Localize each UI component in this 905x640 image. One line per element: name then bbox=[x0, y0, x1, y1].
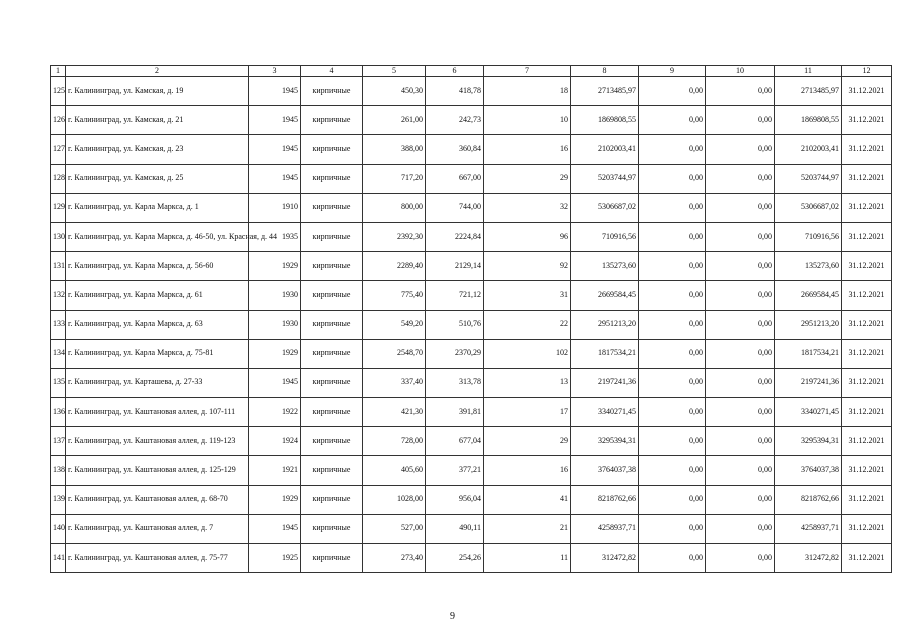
cell-total-area: 2289,40 bbox=[363, 252, 426, 281]
cell-wall-material: кирпичные bbox=[301, 164, 363, 193]
cell-value-10: 0,00 bbox=[706, 164, 775, 193]
cell-address: г. Калининград, ул. Камская, д. 25 bbox=[66, 164, 249, 193]
cell-living-area: 360,84 bbox=[426, 135, 484, 164]
cell-total-area: 549,20 bbox=[363, 310, 426, 339]
cell-wall-material: кирпичные bbox=[301, 485, 363, 514]
cell-year-built: 1930 bbox=[249, 310, 301, 339]
cell-row-number: 134 bbox=[51, 339, 66, 368]
cell-living-area: 744,00 bbox=[426, 193, 484, 222]
cell-value-8: 5306687,02 bbox=[571, 193, 639, 222]
cell-value-10: 0,00 bbox=[706, 222, 775, 251]
cell-residents: 18 bbox=[484, 77, 571, 106]
cell-total-area: 800,00 bbox=[363, 193, 426, 222]
cell-total-area: 450,30 bbox=[363, 77, 426, 106]
cell-value-11: 5203744,97 bbox=[775, 164, 842, 193]
cell-wall-material: кирпичные bbox=[301, 106, 363, 135]
cell-address: г. Калининград, ул. Каштановая аллея, д. 107-111 bbox=[66, 398, 249, 427]
cell-date: 31.12.2021 bbox=[842, 456, 892, 485]
table-row bbox=[51, 106, 892, 135]
cell-value-9: 0,00 bbox=[639, 485, 706, 514]
table-row bbox=[51, 281, 892, 310]
cell-date: 31.12.2021 bbox=[842, 339, 892, 368]
cell-row-number: 131 bbox=[51, 252, 66, 281]
table-row bbox=[51, 456, 892, 485]
cell-value-10: 0,00 bbox=[706, 456, 775, 485]
cell-year-built: 1930 bbox=[249, 281, 301, 310]
cell-value-8: 135273,60 bbox=[571, 252, 639, 281]
cell-year-built: 1929 bbox=[249, 339, 301, 368]
cell-residents: 96 bbox=[484, 222, 571, 251]
cell-total-area: 261,00 bbox=[363, 106, 426, 135]
cell-address: г. Калининград, ул. Каштановая аллея, д. 75-77 bbox=[66, 544, 249, 573]
cell-value-9: 0,00 bbox=[639, 252, 706, 281]
cell-address: г. Калининград, ул. Карла Маркса, д. 56-60 bbox=[66, 252, 249, 281]
cell-address: г. Калининград, ул. Каштановая аллея, д. 125-129 bbox=[66, 456, 249, 485]
cell-row-number: 140 bbox=[51, 514, 66, 543]
column-header-8: 8 bbox=[571, 66, 639, 77]
cell-value-11: 2713485,97 bbox=[775, 77, 842, 106]
cell-value-10: 0,00 bbox=[706, 77, 775, 106]
cell-total-area: 421,30 bbox=[363, 398, 426, 427]
cell-value-10: 0,00 bbox=[706, 398, 775, 427]
cell-residents: 29 bbox=[484, 427, 571, 456]
table-row bbox=[51, 164, 892, 193]
cell-value-9: 0,00 bbox=[639, 368, 706, 397]
cell-year-built: 1945 bbox=[249, 164, 301, 193]
cell-address: г. Калининград, ул. Каштановая аллея, д. 7 bbox=[66, 514, 249, 543]
cell-value-11: 8218762,66 bbox=[775, 485, 842, 514]
cell-address: г. Калининград, ул. Каштановая аллея, д. 68-70 bbox=[66, 485, 249, 514]
cell-value-10: 0,00 bbox=[706, 339, 775, 368]
cell-value-9: 0,00 bbox=[639, 106, 706, 135]
cell-total-area: 2548,70 bbox=[363, 339, 426, 368]
table-body bbox=[51, 77, 892, 573]
cell-row-number: 135 bbox=[51, 368, 66, 397]
cell-address: г. Калининград, ул. Карла Маркса, д. 61 bbox=[66, 281, 249, 310]
cell-year-built: 1925 bbox=[249, 544, 301, 573]
cell-address: г. Калининград, ул. Карла Маркса, д. 46-50, ул. Красная, д. 44 bbox=[66, 222, 249, 251]
cell-date: 31.12.2021 bbox=[842, 164, 892, 193]
cell-wall-material: кирпичные bbox=[301, 339, 363, 368]
table-row bbox=[51, 368, 892, 397]
cell-living-area: 677,04 bbox=[426, 427, 484, 456]
cell-living-area: 490,11 bbox=[426, 514, 484, 543]
cell-residents: 32 bbox=[484, 193, 571, 222]
cell-date: 31.12.2021 bbox=[842, 222, 892, 251]
cell-value-10: 0,00 bbox=[706, 252, 775, 281]
cell-value-8: 1869808,55 bbox=[571, 106, 639, 135]
cell-year-built: 1945 bbox=[249, 106, 301, 135]
cell-row-number: 127 bbox=[51, 135, 66, 164]
cell-value-10: 0,00 bbox=[706, 310, 775, 339]
cell-value-11: 3295394,31 bbox=[775, 427, 842, 456]
cell-row-number: 139 bbox=[51, 485, 66, 514]
cell-value-8: 2713485,97 bbox=[571, 77, 639, 106]
cell-value-9: 0,00 bbox=[639, 77, 706, 106]
cell-value-9: 0,00 bbox=[639, 427, 706, 456]
cell-address: г. Калининград, ул. Карла Маркса, д. 75-81 bbox=[66, 339, 249, 368]
cell-value-8: 8218762,66 bbox=[571, 485, 639, 514]
cell-value-10: 0,00 bbox=[706, 485, 775, 514]
cell-living-area: 418,78 bbox=[426, 77, 484, 106]
cell-total-area: 405,60 bbox=[363, 456, 426, 485]
cell-total-area: 1028,00 bbox=[363, 485, 426, 514]
cell-wall-material: кирпичные bbox=[301, 514, 363, 543]
table-row bbox=[51, 427, 892, 456]
cell-value-9: 0,00 bbox=[639, 398, 706, 427]
cell-year-built: 1945 bbox=[249, 135, 301, 164]
table-row bbox=[51, 77, 892, 106]
table-row bbox=[51, 222, 892, 251]
cell-address: г. Калининград, ул. Карла Маркса, д. 63 bbox=[66, 310, 249, 339]
cell-value-11: 2669584,45 bbox=[775, 281, 842, 310]
cell-row-number: 138 bbox=[51, 456, 66, 485]
column-header-2: 2 bbox=[66, 66, 249, 77]
cell-value-11: 2951213,20 bbox=[775, 310, 842, 339]
cell-address: г. Калининград, ул. Карташева, д. 27-33 bbox=[66, 368, 249, 397]
cell-date: 31.12.2021 bbox=[842, 485, 892, 514]
cell-year-built: 1945 bbox=[249, 514, 301, 543]
cell-value-10: 0,00 bbox=[706, 544, 775, 573]
cell-value-10: 0,00 bbox=[706, 427, 775, 456]
cell-value-11: 4258937,71 bbox=[775, 514, 842, 543]
cell-living-area: 391,81 bbox=[426, 398, 484, 427]
cell-value-8: 3340271,45 bbox=[571, 398, 639, 427]
cell-residents: 92 bbox=[484, 252, 571, 281]
cell-value-8: 1817534,21 bbox=[571, 339, 639, 368]
cell-address: г. Калининград, ул. Каштановая аллея, д. 119-123 bbox=[66, 427, 249, 456]
cell-value-9: 0,00 bbox=[639, 222, 706, 251]
cell-row-number: 133 bbox=[51, 310, 66, 339]
cell-total-area: 337,40 bbox=[363, 368, 426, 397]
cell-date: 31.12.2021 bbox=[842, 193, 892, 222]
cell-value-9: 0,00 bbox=[639, 310, 706, 339]
cell-value-8: 2102003,41 bbox=[571, 135, 639, 164]
cell-total-area: 273,40 bbox=[363, 544, 426, 573]
cell-residents: 31 bbox=[484, 281, 571, 310]
cell-value-8: 312472,82 bbox=[571, 544, 639, 573]
cell-date: 31.12.2021 bbox=[842, 106, 892, 135]
table-row bbox=[51, 339, 892, 368]
cell-date: 31.12.2021 bbox=[842, 252, 892, 281]
cell-value-9: 0,00 bbox=[639, 193, 706, 222]
cell-wall-material: кирпичные bbox=[301, 135, 363, 164]
cell-living-area: 956,04 bbox=[426, 485, 484, 514]
cell-residents: 13 bbox=[484, 368, 571, 397]
cell-residents: 21 bbox=[484, 514, 571, 543]
column-number-header-row bbox=[51, 66, 892, 77]
cell-total-area: 2392,30 bbox=[363, 222, 426, 251]
cell-residents: 41 bbox=[484, 485, 571, 514]
column-header-3: 3 bbox=[249, 66, 301, 77]
cell-value-9: 0,00 bbox=[639, 544, 706, 573]
cell-wall-material: кирпичные bbox=[301, 398, 363, 427]
table-row bbox=[51, 485, 892, 514]
cell-value-10: 0,00 bbox=[706, 514, 775, 543]
cell-residents: 29 bbox=[484, 164, 571, 193]
housing-register-table bbox=[50, 65, 892, 573]
cell-year-built: 1929 bbox=[249, 252, 301, 281]
cell-row-number: 126 bbox=[51, 106, 66, 135]
cell-date: 31.12.2021 bbox=[842, 427, 892, 456]
cell-date: 31.12.2021 bbox=[842, 368, 892, 397]
table-row bbox=[51, 514, 892, 543]
cell-value-8: 3764037,38 bbox=[571, 456, 639, 485]
cell-total-area: 775,40 bbox=[363, 281, 426, 310]
column-header-10: 10 bbox=[706, 66, 775, 77]
table-row bbox=[51, 398, 892, 427]
cell-residents: 17 bbox=[484, 398, 571, 427]
cell-living-area: 2129,14 bbox=[426, 252, 484, 281]
table-row bbox=[51, 252, 892, 281]
cell-value-10: 0,00 bbox=[706, 193, 775, 222]
column-header-6: 6 bbox=[426, 66, 484, 77]
cell-row-number: 132 bbox=[51, 281, 66, 310]
cell-year-built: 1922 bbox=[249, 398, 301, 427]
table-row bbox=[51, 193, 892, 222]
cell-wall-material: кирпичные bbox=[301, 281, 363, 310]
cell-row-number: 141 bbox=[51, 544, 66, 573]
table-row bbox=[51, 544, 892, 573]
cell-residents: 22 bbox=[484, 310, 571, 339]
cell-date: 31.12.2021 bbox=[842, 281, 892, 310]
cell-living-area: 2370,29 bbox=[426, 339, 484, 368]
cell-date: 31.12.2021 bbox=[842, 514, 892, 543]
cell-date: 31.12.2021 bbox=[842, 77, 892, 106]
cell-value-11: 1817534,21 bbox=[775, 339, 842, 368]
cell-residents: 16 bbox=[484, 135, 571, 164]
cell-address: г. Калининград, ул. Камская, д. 23 bbox=[66, 135, 249, 164]
cell-value-11: 1869808,55 bbox=[775, 106, 842, 135]
cell-value-10: 0,00 bbox=[706, 368, 775, 397]
cell-date: 31.12.2021 bbox=[842, 398, 892, 427]
cell-value-10: 0,00 bbox=[706, 135, 775, 164]
cell-living-area: 721,12 bbox=[426, 281, 484, 310]
column-header-11: 11 bbox=[775, 66, 842, 77]
cell-value-8: 2197241,36 bbox=[571, 368, 639, 397]
cell-date: 31.12.2021 bbox=[842, 310, 892, 339]
cell-value-9: 0,00 bbox=[639, 339, 706, 368]
cell-row-number: 129 bbox=[51, 193, 66, 222]
cell-address: г. Калининград, ул. Камская, д. 21 bbox=[66, 106, 249, 135]
cell-value-11: 710916,56 bbox=[775, 222, 842, 251]
cell-wall-material: кирпичные bbox=[301, 427, 363, 456]
cell-row-number: 137 bbox=[51, 427, 66, 456]
cell-value-10: 0,00 bbox=[706, 281, 775, 310]
cell-wall-material: кирпичные bbox=[301, 222, 363, 251]
cell-residents: 11 bbox=[484, 544, 571, 573]
cell-row-number: 128 bbox=[51, 164, 66, 193]
cell-living-area: 242,73 bbox=[426, 106, 484, 135]
cell-date: 31.12.2021 bbox=[842, 544, 892, 573]
cell-total-area: 717,20 bbox=[363, 164, 426, 193]
cell-residents: 102 bbox=[484, 339, 571, 368]
cell-wall-material: кирпичные bbox=[301, 456, 363, 485]
cell-value-11: 3764037,38 bbox=[775, 456, 842, 485]
cell-value-11: 312472,82 bbox=[775, 544, 842, 573]
cell-wall-material: кирпичные bbox=[301, 544, 363, 573]
cell-living-area: 313,78 bbox=[426, 368, 484, 397]
cell-total-area: 527,00 bbox=[363, 514, 426, 543]
cell-value-8: 2951213,20 bbox=[571, 310, 639, 339]
cell-living-area: 667,00 bbox=[426, 164, 484, 193]
cell-year-built: 1910 bbox=[249, 193, 301, 222]
cell-living-area: 254,26 bbox=[426, 544, 484, 573]
cell-value-8: 3295394,31 bbox=[571, 427, 639, 456]
cell-wall-material: кирпичные bbox=[301, 310, 363, 339]
table-row bbox=[51, 310, 892, 339]
cell-year-built: 1945 bbox=[249, 368, 301, 397]
cell-date: 31.12.2021 bbox=[842, 135, 892, 164]
cell-row-number: 130 bbox=[51, 222, 66, 251]
cell-row-number: 125 bbox=[51, 77, 66, 106]
cell-year-built: 1945 bbox=[249, 77, 301, 106]
cell-value-11: 5306687,02 bbox=[775, 193, 842, 222]
cell-value-9: 0,00 bbox=[639, 514, 706, 543]
cell-value-10: 0,00 bbox=[706, 106, 775, 135]
cell-value-11: 135273,60 bbox=[775, 252, 842, 281]
column-header-5: 5 bbox=[363, 66, 426, 77]
page-number: 9 bbox=[450, 611, 455, 622]
column-header-12: 12 bbox=[842, 66, 892, 77]
cell-total-area: 388,00 bbox=[363, 135, 426, 164]
column-header-4: 4 bbox=[301, 66, 363, 77]
cell-living-area: 377,21 bbox=[426, 456, 484, 485]
cell-address: г. Калининград, ул. Карла Маркса, д. 1 bbox=[66, 193, 249, 222]
cell-year-built: 1921 bbox=[249, 456, 301, 485]
cell-value-11: 2197241,36 bbox=[775, 368, 842, 397]
cell-wall-material: кирпичные bbox=[301, 77, 363, 106]
cell-living-area: 2224,84 bbox=[426, 222, 484, 251]
cell-value-9: 0,00 bbox=[639, 456, 706, 485]
cell-wall-material: кирпичные bbox=[301, 252, 363, 281]
cell-living-area: 510,76 bbox=[426, 310, 484, 339]
cell-value-8: 5203744,97 bbox=[571, 164, 639, 193]
cell-value-11: 3340271,45 bbox=[775, 398, 842, 427]
cell-value-9: 0,00 bbox=[639, 135, 706, 164]
cell-value-9: 0,00 bbox=[639, 164, 706, 193]
column-header-9: 9 bbox=[639, 66, 706, 77]
column-header-1: 1 bbox=[51, 66, 66, 77]
cell-value-8: 2669584,45 bbox=[571, 281, 639, 310]
cell-value-8: 4258937,71 bbox=[571, 514, 639, 543]
table-row bbox=[51, 135, 892, 164]
cell-residents: 16 bbox=[484, 456, 571, 485]
cell-wall-material: кирпичные bbox=[301, 368, 363, 397]
cell-year-built: 1924 bbox=[249, 427, 301, 456]
cell-year-built: 1935 bbox=[249, 222, 301, 251]
cell-year-built: 1929 bbox=[249, 485, 301, 514]
column-header-7: 7 bbox=[484, 66, 571, 77]
cell-total-area: 728,00 bbox=[363, 427, 426, 456]
cell-address: г. Калининград, ул. Камская, д. 19 bbox=[66, 77, 249, 106]
cell-value-11: 2102003,41 bbox=[775, 135, 842, 164]
cell-wall-material: кирпичные bbox=[301, 193, 363, 222]
cell-row-number: 136 bbox=[51, 398, 66, 427]
cell-residents: 10 bbox=[484, 106, 571, 135]
cell-value-9: 0,00 bbox=[639, 281, 706, 310]
cell-value-8: 710916,56 bbox=[571, 222, 639, 251]
